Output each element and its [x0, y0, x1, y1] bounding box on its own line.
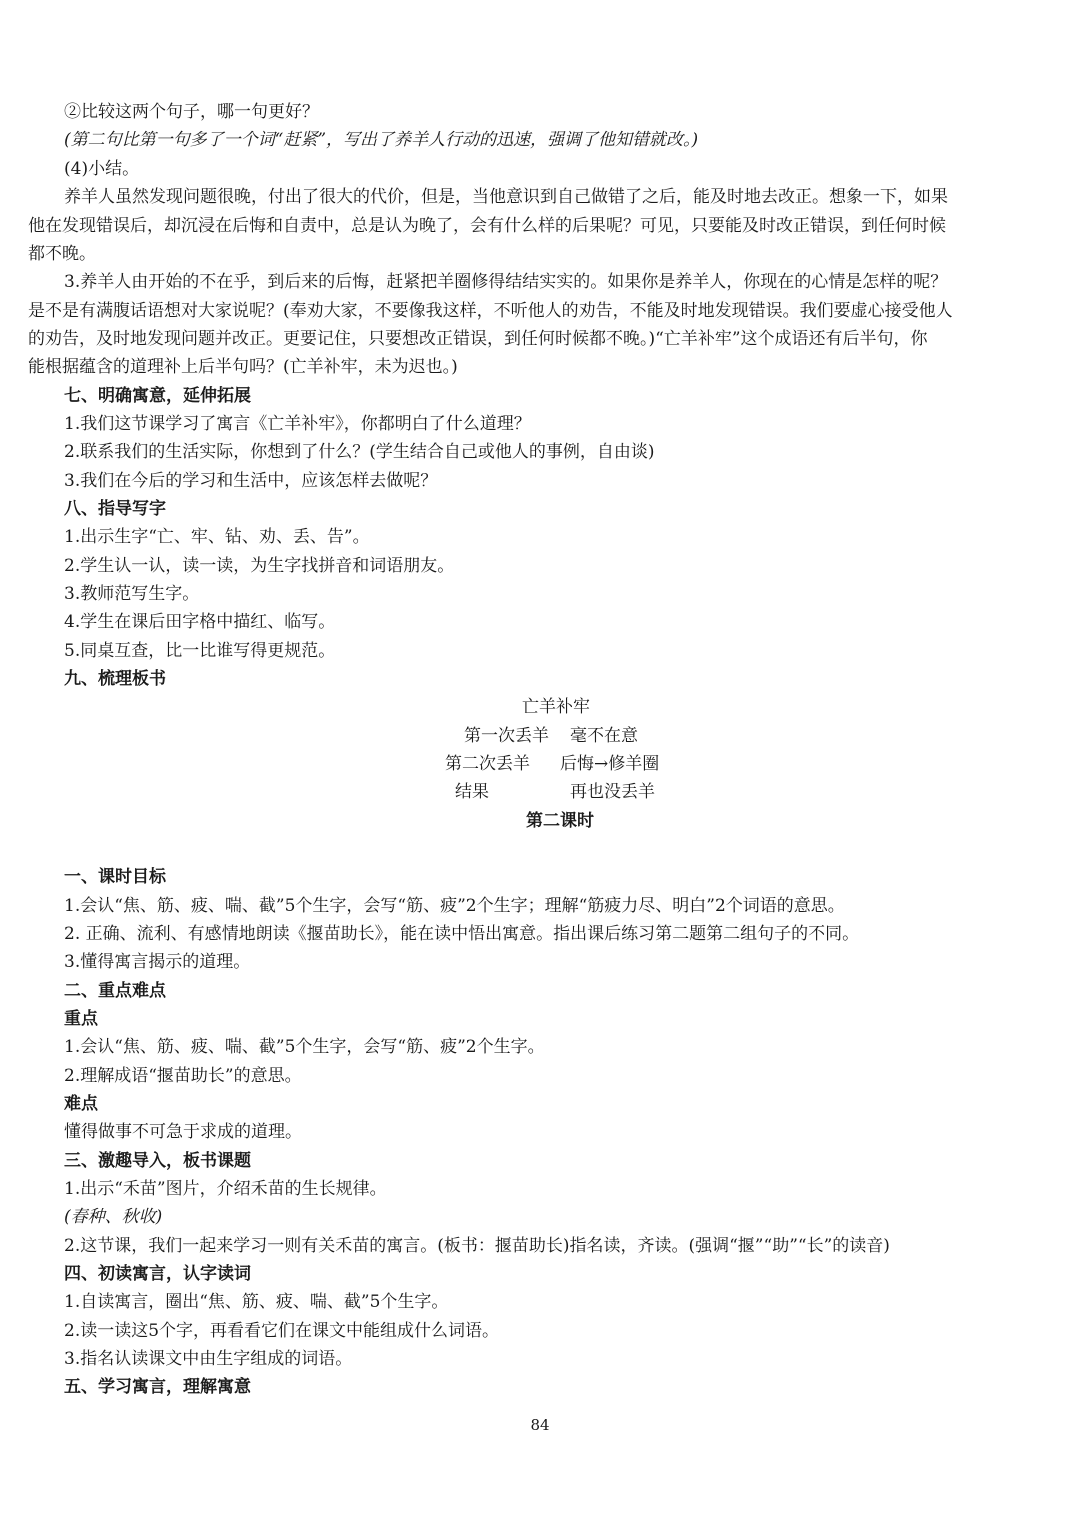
- text-line: 3.教师范写生字。: [64, 584, 200, 604]
- text-line: 3.我们在今后的学习和生活中，应该怎样去做呢？: [64, 471, 438, 491]
- text-line: 1.会认“焦、筋、疲、喘、截”5个生字，会写“筋、疲”2个生字。: [64, 1037, 545, 1057]
- text-line: 3.指名认读课文中由生字组成的词语。: [64, 1349, 353, 1369]
- text-line: 3.养羊人由开始的不在乎，到后来的后悔，赶紧把羊圈修得结结实实的。如果你是养羊人，你现在的心情是怎样的呢？: [64, 272, 948, 292]
- board-row3-label: 结果: [455, 782, 489, 802]
- text-line: (4)小结。: [64, 159, 140, 179]
- text-line: 的劝告，及时地发现问题并改正。更要记住，只要想改正错误，到任何时候都不晚。)“亡羊补牢”这个成语还有后半句，你: [28, 329, 928, 349]
- text-line: 1.我们这节课学习了寓言《亡羊补牢》，你都明白了什么道理？: [64, 414, 531, 434]
- text-line: 养羊人虽然发现问题很晚，付出了很大的代价，但是，当他意识到自己做错了之后，能及时地去改正。想象一下，如果: [64, 187, 948, 207]
- section-heading: 四、初读寓言，认字读词: [64, 1264, 251, 1284]
- text-line: 5.同桌互查，比一比谁写得更规范。: [64, 641, 336, 661]
- text-line: 懂得做事不可急于求成的道理。: [64, 1122, 302, 1142]
- section-heading: 七、明确寓意，延伸拓展: [64, 386, 251, 406]
- text-line: 2.这节课，我们一起来学习一则有关禾苗的寓言。(板书：揠苗助长)指名读，齐读。(强调“揠”“助”“长”的读音): [64, 1236, 890, 1256]
- text-line: 1.出示“禾苗”图片，介绍禾苗的生长规律。: [64, 1179, 387, 1199]
- text-line: 都不晚。: [28, 244, 96, 264]
- section-heading: 三、激趣导入，板书课题: [64, 1151, 251, 1171]
- text-line: 是不是有满腹话语想对大家说呢？(奉劝大家，不要像我这样，不听他人的劝告，不能及时地发现错误。我们要虚心接受他人: [28, 301, 953, 321]
- text-line: 2. 正确、流利、有感情地朗读《揠苗助长》，能在读中悟出寓意。指出课后练习第二题第二组句子的不同。: [64, 924, 860, 944]
- section-heading: 一、课时目标: [64, 867, 166, 887]
- text-line: 4.学生在课后田字格中描红、临写。: [64, 612, 336, 632]
- board-row3-value: 再也没丢羊: [570, 782, 655, 802]
- section-heading: 五、学习寓言，理解寓意: [64, 1377, 251, 1397]
- lesson-title: 第二课时: [526, 811, 594, 831]
- sub-heading: 重点: [64, 1009, 98, 1029]
- sub-heading: 难点: [64, 1094, 98, 1114]
- text-line: 2.学生认一认，读一读，为生字找拼音和词语朋友。: [64, 556, 455, 576]
- text-line: 1.会认“焦、筋、疲、喘、截”5个生字，会写“筋、疲”2个生字；理解“筋疲力尽、明白”2个词语的意思。: [64, 896, 845, 916]
- answer-line: (第二句比第一句多了一个词“赶紧”，写出了养羊人行动的迅速，强调了他知错就改。): [64, 130, 699, 150]
- text-line: 2.读一读这5个字，再看看它们在课文中能组成什么词语。: [64, 1321, 500, 1341]
- board-row1-value: 毫不在意: [570, 726, 638, 746]
- page-number: 84: [530, 1416, 550, 1434]
- text-line: 3.懂得寓言揭示的道理。: [64, 952, 251, 972]
- board-row2-value: 后悔→修羊圈: [560, 754, 660, 774]
- answer-line: (春种、秋收): [64, 1207, 163, 1227]
- text-line: 2.理解成语“揠苗助长”的意思。: [64, 1066, 302, 1086]
- board-row1-label: 第一次丢羊: [464, 726, 549, 746]
- section-heading: 八、指导写字: [64, 499, 166, 519]
- board-title: 亡羊补牢: [522, 697, 590, 717]
- section-heading: 二、重点难点: [64, 981, 166, 1001]
- text-line: 他在发现错误后，却沉浸在后悔和自责中，总是认为晚了，会有什么样的后果呢？可见，只要能及时改正错误，到任何时候: [28, 216, 946, 236]
- section-heading: 九、梳理板书: [64, 669, 166, 689]
- text-line: 2.联系我们的生活实际，你想到了什么？(学生结合自己或他人的事例，自由谈): [64, 442, 655, 462]
- text-line: 能根据蕴含的道理补上后半句吗？(亡羊补牢，未为迟也。): [28, 357, 458, 377]
- text-line: ②比较这两个句子，哪一句更好？: [64, 102, 319, 122]
- text-line: 1.出示生字“亡、牢、钻、劝、丢、告”。: [64, 527, 370, 547]
- text-line: 1.自读寓言，圈出“焦、筋、疲、喘、截”5个生字。: [64, 1292, 449, 1312]
- board-row2-label: 第二次丢羊: [445, 754, 530, 774]
